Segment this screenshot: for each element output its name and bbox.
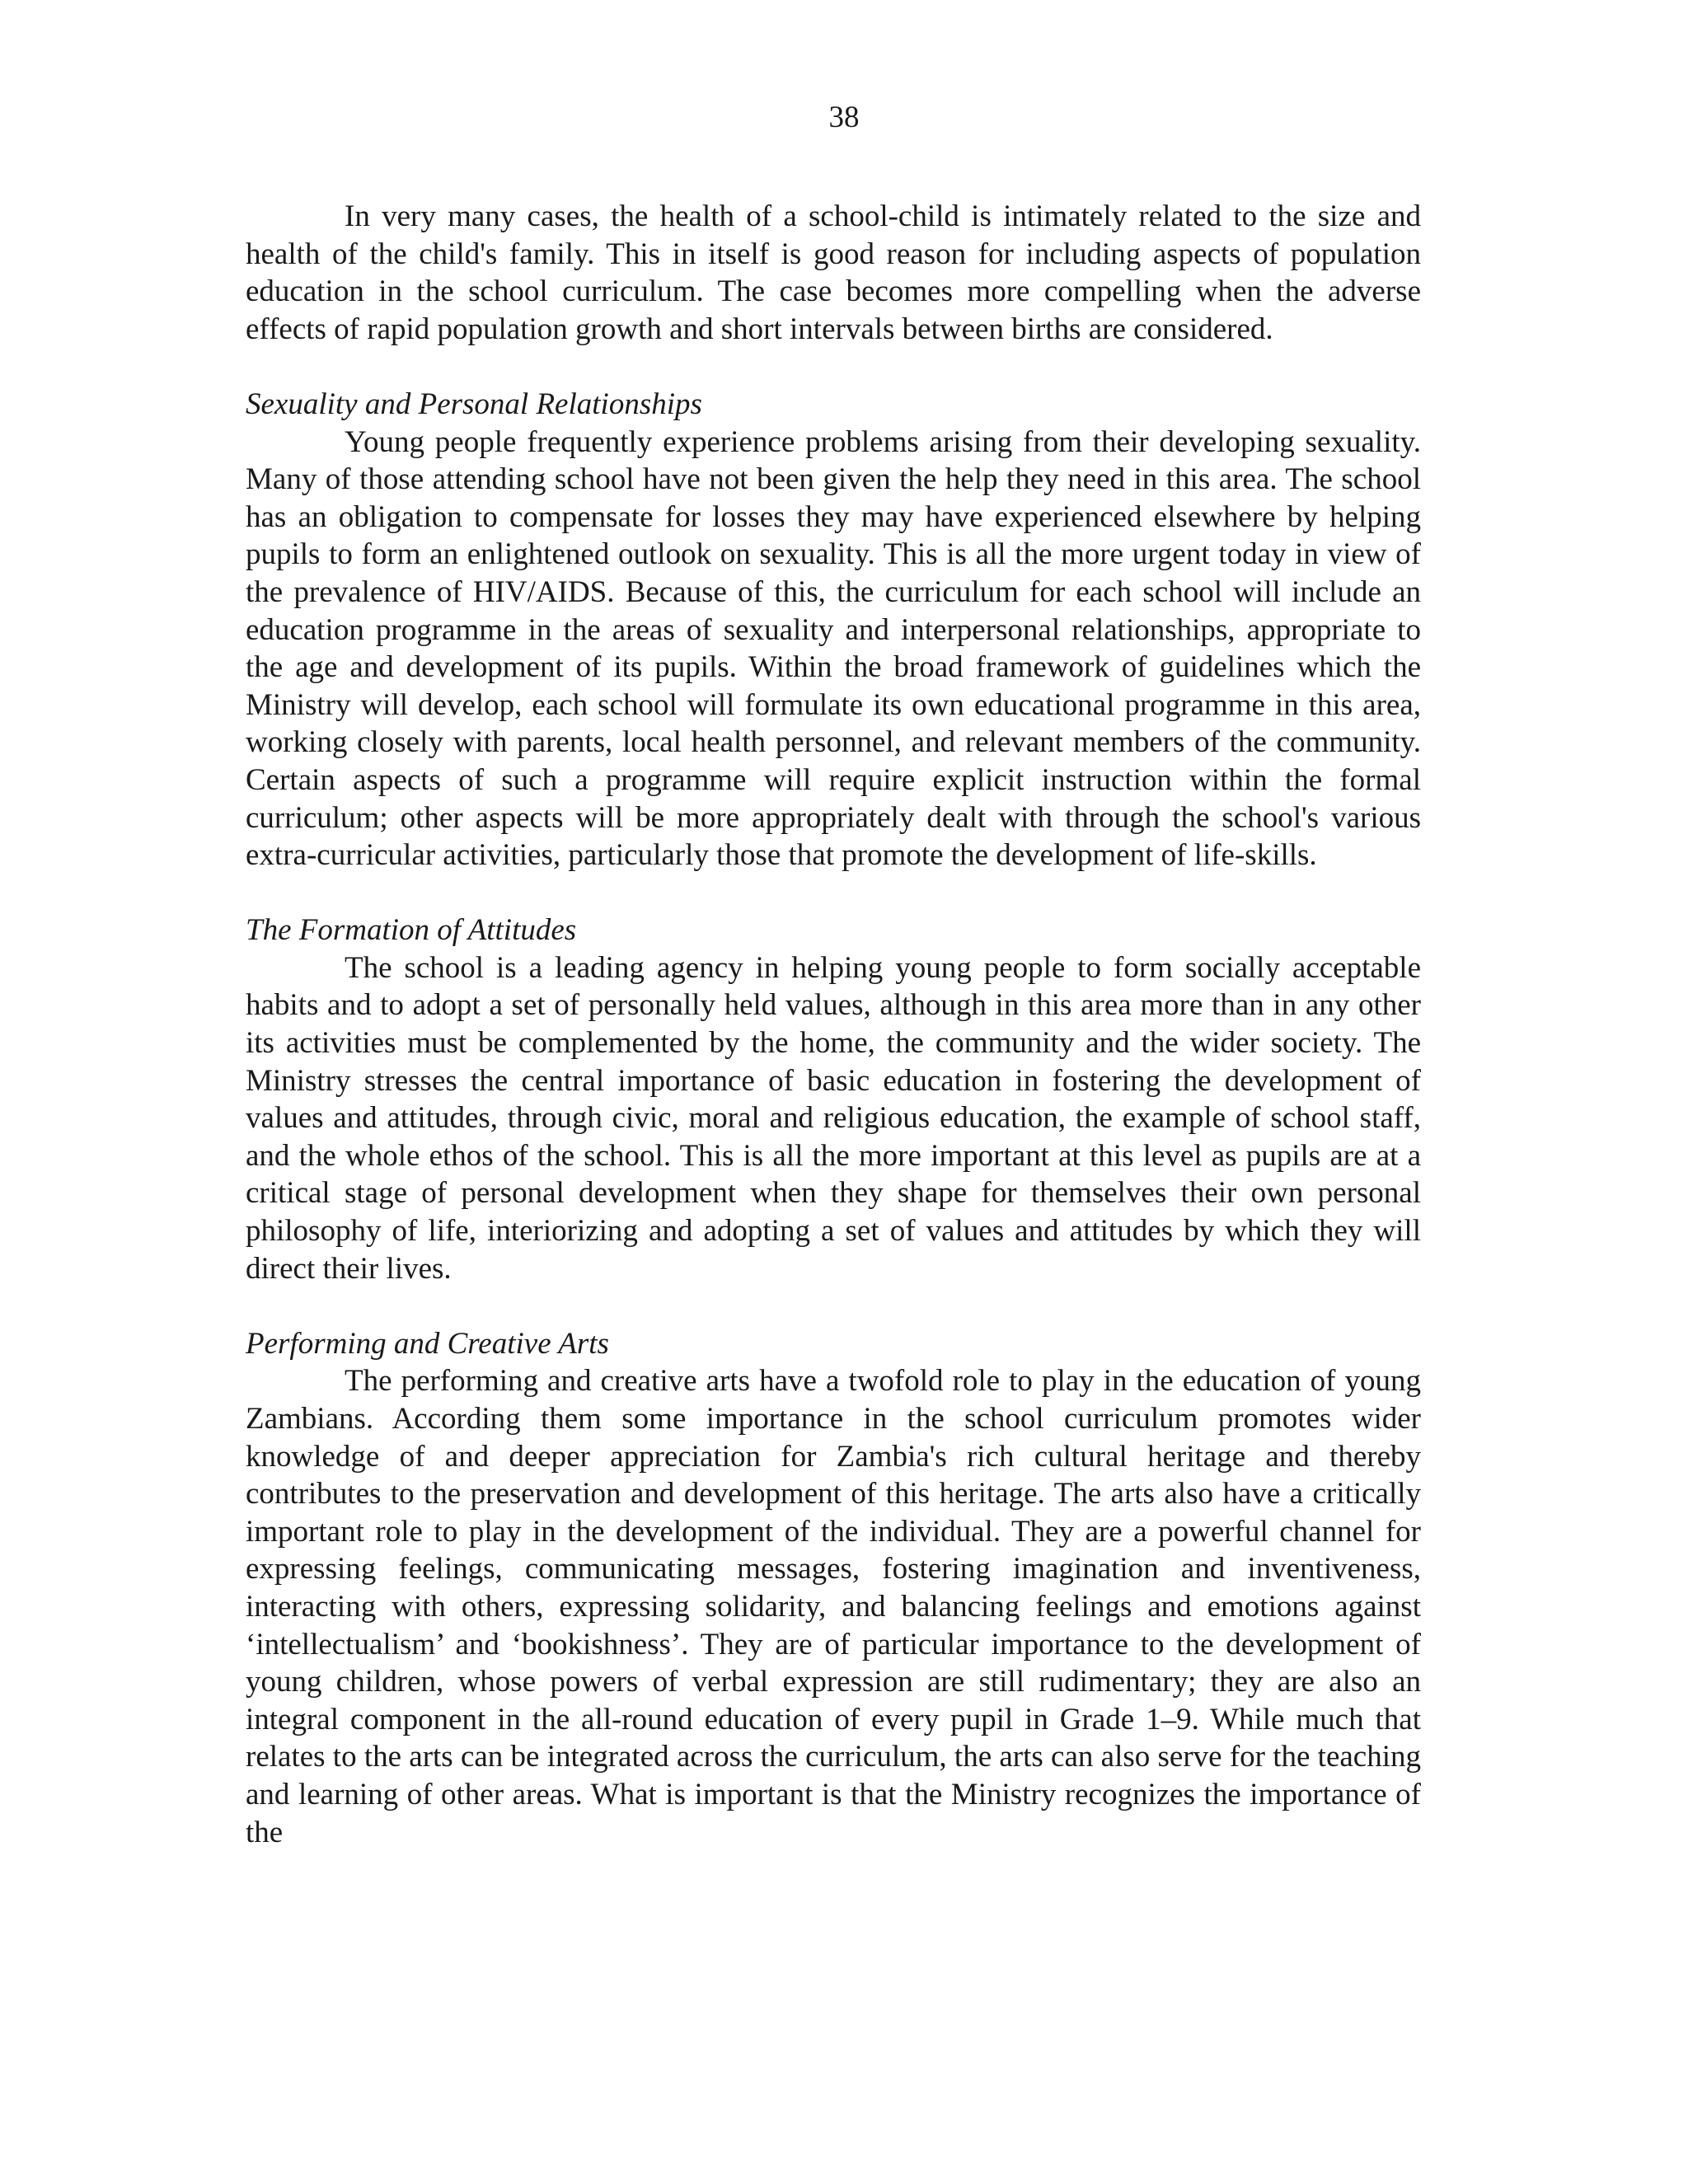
section-spacer xyxy=(246,874,1421,912)
section-heading: Performing and Creative Arts xyxy=(246,1326,609,1361)
section-paragraph: The school is a leading agency in helping young people to form socially acceptable habits and to adopt a set of personally held values, although in this area more than in any other its activities must be complemented by the home, the community and the wider society. The Ministry stresses the central importance of basic education in fostering the development of values and attitudes, through civic, moral and religious education, the example of school staff, and the whole ethos of the school. This is all the more important at this level as pupils are at a critical stage of personal development when they shape for themselves their own personal philosophy of life, interiorizing and adopting a set of values and attitudes by which they will direct their lives. xyxy=(246,950,1421,1286)
section-paragraph: The performing and creative arts have a twofold role to play in the education of young Zambians. According them some importance in the school curriculum promotes wider knowledge of and deeper appreciation for Zambia's rich cultural heritage and thereby contributes to the preservation and development of this heritage. The arts also have a critically important role to play in the development of the individual. They are a powerful channel for expressing feelings, communicating messages, fostering imagination and inventiveness, interacting with others, expressing solidarity, and balancing feelings and emotions against ‘intellectualism’ and ‘bookishness’. They are of particular importance to the development of young children, whose powers of verbal expression are still rudimentary; they are also an integral component in the all-round education of every pupil in Grade 1–9. While much that relates to the arts can be integrated across the curriculum, the arts can also serve for the teaching and learning of other areas. What is important is that the Ministry recognizes the importance of the xyxy=(246,1364,1421,1849)
intro-paragraph: In very many cases, the health of a school-child is intimately related to the size and health of the child's family. This in itself is good reason for including aspects of population education in the school curriculum. The case becomes more compelling when the adverse effects of rapid population growth and short intervals between births are considered. xyxy=(246,199,1421,346)
section-sexuality xyxy=(246,386,1421,874)
section-heading: Sexuality and Personal Relationships xyxy=(246,387,702,421)
document-body xyxy=(246,198,1421,1851)
section-attitudes xyxy=(246,912,1421,1287)
section-heading: The Formation of Attitudes xyxy=(246,913,577,948)
section-arts xyxy=(246,1325,1421,1851)
section-spacer xyxy=(246,1287,1421,1325)
page-number: 38 xyxy=(828,101,860,134)
section-paragraph: Young people frequently experience problems arising from their developing sexuality. Many of those attending school have not been given the help they need in this area. The school has an obligation to compensate for losses they may have experienced elsewhere by helping pupils to form an enlightened outlook on sexuality. This is all the more urgent today in view of the prevalence of HIV/AIDS. Because of this, the curriculum for each school will include an education programme in the areas of sexuality and interpersonal relationships, appropriate to the age and development of its pupils. Within the broad framework of guidelines which the Ministry will develop, each school will formulate its own educational programme in this area, working closely with parents, local health personnel, and relevant members of the community. Certain aspects of such a programme will require explicit instruction within the formal curriculum; other aspects will be more appropriately dealt with through the school's various extra-curricular activities, particularly those that promote the development of life-skills. xyxy=(246,424,1421,873)
section-spacer xyxy=(246,348,1421,386)
